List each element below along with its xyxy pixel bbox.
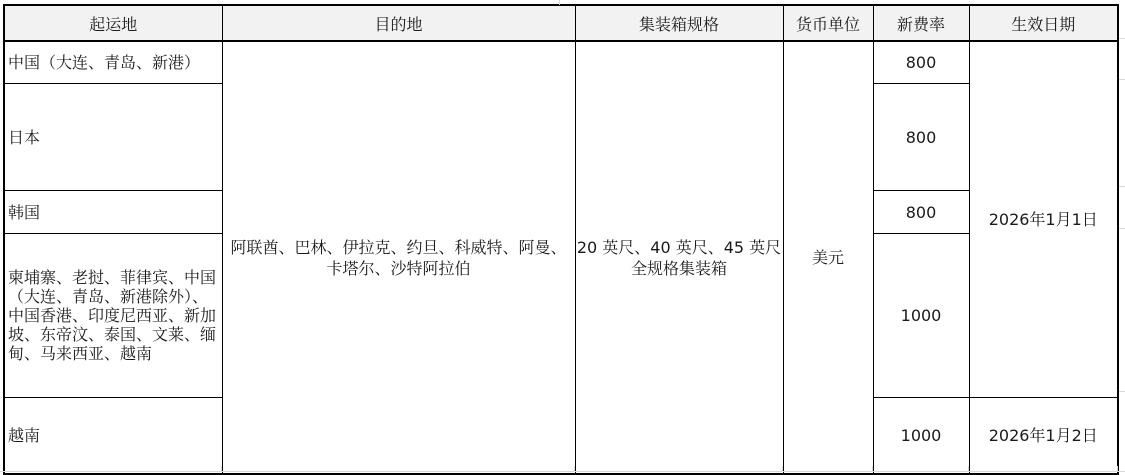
gridline-right-stub — [1119, 228, 1125, 229]
gridline-bottom-stub — [221, 466, 222, 472]
container-spec-cell[interactable] — [575, 41, 783, 474]
currency-cell[interactable]: 美元 — [783, 41, 873, 474]
header-row — [4, 5, 1118, 41]
destination-line-1: 阿联酋、巴林、伊拉克、约旦、科威特、阿曼、 — [230, 237, 567, 257]
gridline-right-stub — [1119, 79, 1125, 80]
header-new-rate[interactable]: 新费率 — [873, 5, 969, 41]
rate-cell-1[interactable]: 800 — [873, 41, 969, 84]
gridline-right-stub — [1119, 391, 1125, 392]
gridline-right-stub — [1119, 38, 1125, 39]
header-destination[interactable]: 目的地 — [222, 5, 575, 41]
header-container-spec[interactable]: 集装箱规格 — [575, 5, 783, 41]
header-effective-date[interactable]: 生效日期 — [969, 5, 1118, 41]
origin-cell-vietnam[interactable]: 越南 — [4, 398, 222, 475]
origin-cell-japan[interactable]: 日本 — [4, 84, 222, 191]
effective-date-cell-2[interactable]: 2026年1月2日 — [969, 398, 1118, 475]
gridline-bottom-stub — [782, 466, 783, 472]
origin-cell-korea[interactable]: 韩国 — [4, 191, 222, 234]
origin-cell-china[interactable]: 中国（大连、青岛、新港） — [4, 41, 222, 84]
rate-cell-2[interactable]: 800 — [873, 84, 969, 191]
freight-rate-table — [3, 4, 1119, 475]
effective-date-cell-1[interactable]: 2026年1月1日 — [969, 41, 1118, 398]
gridline-top-stub — [559, 0, 560, 5]
gridline-bottom-stub — [872, 466, 873, 472]
container-spec-line-2: 全规格集装箱 — [630, 258, 727, 278]
table-row — [4, 41, 1118, 84]
header-currency-unit[interactable]: 货币单位 — [783, 5, 873, 41]
gridline-bottom — [0, 471, 1125, 472]
gridline-right-stub — [1119, 186, 1125, 187]
rate-cell-5[interactable]: 1000 — [873, 398, 969, 475]
container-spec-line-1: 20 英尺、40 英尺、45 英尺 — [576, 237, 782, 257]
gridline-bottom-stub — [1117, 466, 1118, 472]
destination-cell[interactable] — [222, 41, 575, 474]
gridline-bottom-stub — [574, 466, 575, 472]
origin-cell-southeast-asia[interactable]: 柬埔寨、老挝、菲律宾、中国（大连、青岛、新港除外）、中国香港、印度尼西亚、新加坡、东帝汶、泰国、文莱、缅甸、马来西亚、越南 — [4, 234, 222, 398]
rate-cell-4[interactable]: 1000 — [873, 234, 969, 398]
rate-cell-3[interactable]: 800 — [873, 191, 969, 234]
destination-line-2: 卡塔尔、沙特阿拉伯 — [326, 258, 471, 278]
gridline-bottom-stub — [968, 466, 969, 472]
header-origin[interactable]: 起运地 — [4, 5, 222, 41]
